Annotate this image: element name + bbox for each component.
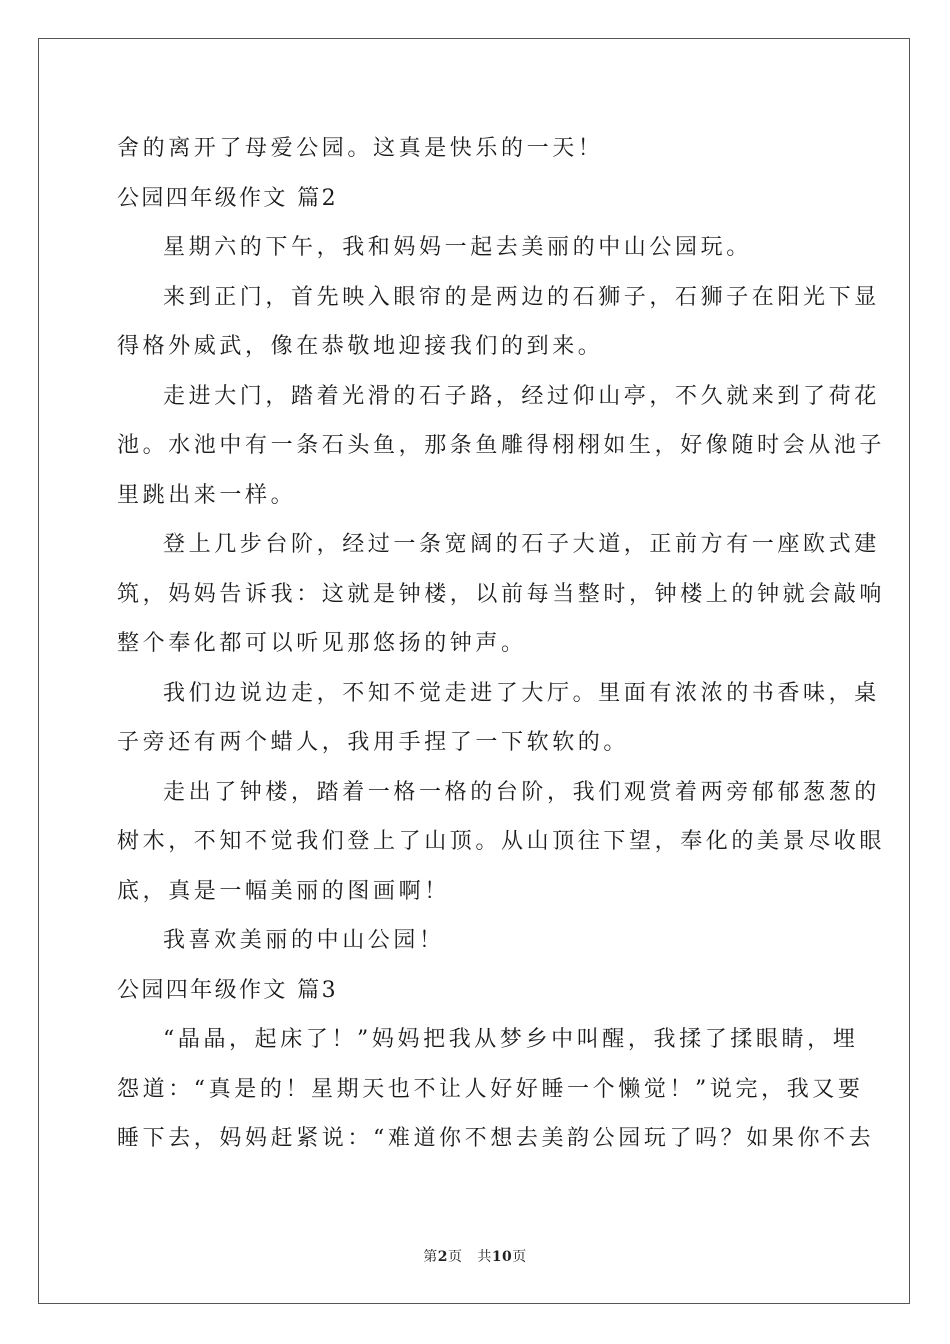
paragraph-first-line: 来到正门，首先映入眼帘的是两边的石狮子，石狮子在阳光下显: [163, 284, 880, 310]
paragraph-first-line: 我们边说边走，不知不觉走进了大厅。里面有浓浓的书香味，桌: [163, 680, 880, 706]
paragraph-first-line: 走进大门，踏着光滑的石子路，经过仰山亭，不久就来到了荷花: [163, 383, 880, 409]
text-line: 里跳出来一样。: [117, 482, 297, 508]
text-line: 怨道：“真是的！星期天也不让人好好睡一个懒觉！”说完，我又要: [117, 1076, 864, 1102]
page-prefix: 第: [423, 1249, 438, 1265]
text-line: 睡下去，妈妈赶紧说：“难道你不想去美韵公园玩了吗？如果你不去: [117, 1126, 875, 1151]
page-footer: [0, 1246, 950, 1266]
text-line: 子旁还有两个蜡人，我用手捏了一下软软的。: [117, 730, 630, 755]
page-suffix: 页: [447, 1249, 463, 1265]
text-line: 底，真是一幅美丽的图画啊！: [117, 878, 450, 904]
total-suffix: 页: [512, 1249, 527, 1265]
paragraph-first-line: 走出了钟楼，踏着一格一格的台阶，我们观赏着两旁郁郁葱葱的: [163, 779, 880, 805]
paragraph-first-line: “晶晶，起床了！”妈妈把我从梦乡中叫醒，我揉了揉眼睛，埋: [163, 1027, 859, 1052]
paragraph-first-line: 我喜欢美丽的中山公园！: [163, 928, 445, 953]
text-line: 舍的离开了母爱公园。这真是快乐的一天！: [117, 136, 604, 161]
total-pages: 10: [491, 1249, 513, 1265]
text-line: 筑，妈妈告诉我：这就是钟楼，以前每当整时，钟楼上的钟就会敲响: [117, 581, 886, 607]
page-number: 2: [437, 1249, 448, 1265]
text-line: 树木，不知不觉我们登上了山顶。从山顶往下望，奉化的美景尽收眼: [117, 829, 886, 854]
text-line: 整个奉化都可以听见那悠扬的钟声。: [117, 631, 527, 656]
section-heading: 公园四年级作文 篇2: [117, 185, 338, 211]
text-line: 池。水池中有一条石头鱼，那条鱼雕得栩栩如生，好像随时会从池子: [117, 433, 886, 458]
document-body: [117, 124, 886, 1164]
text-line: 得格外威武，像在恭敬地迎接我们的到来。: [117, 334, 604, 359]
paragraph-first-line: 星期六的下午，我和妈妈一起去美丽的中山公园玩。: [163, 235, 752, 260]
paragraph-first-line: 登上几步台阶，经过一条宽阔的石子大道，正前方有一座欧式建: [163, 532, 880, 557]
total-prefix: 共: [477, 1249, 492, 1265]
section-heading: 公园四年级作文 篇3: [117, 977, 338, 1003]
